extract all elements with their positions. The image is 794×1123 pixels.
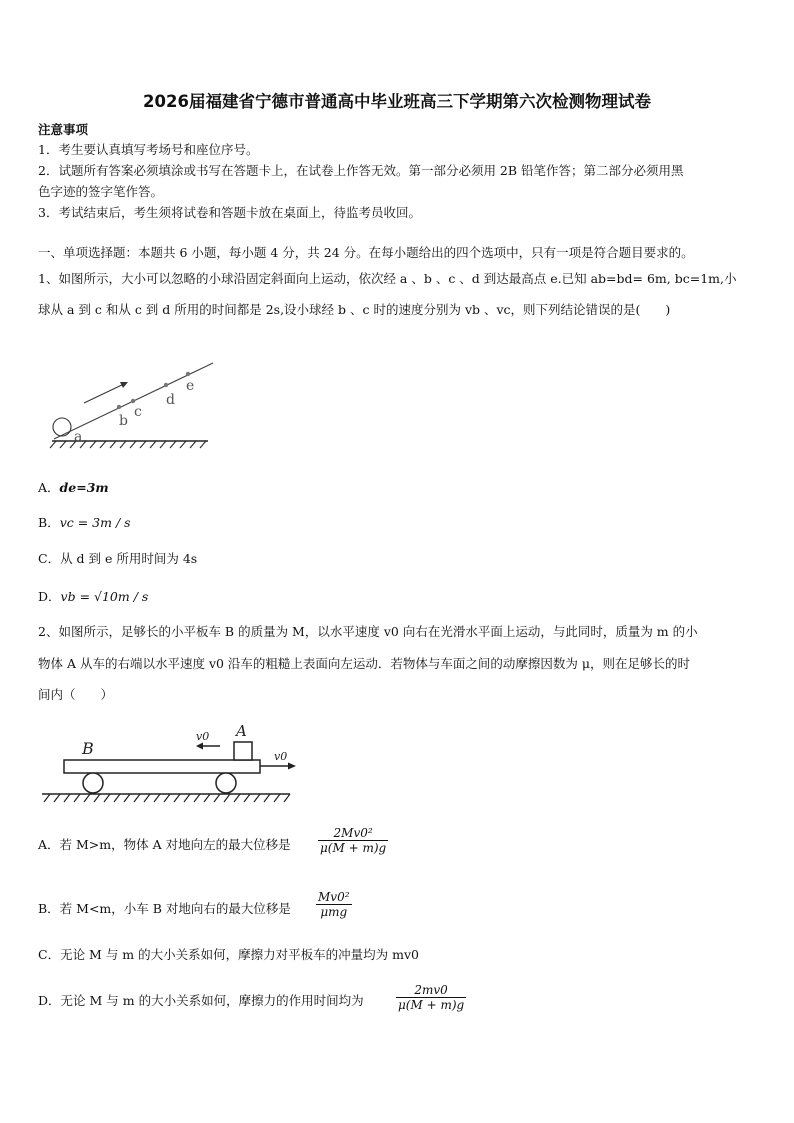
q1-stem: 球从 a 到 c 和从 c 到 d 所用的时间都是 2s,设小球经 b 、c 时的速度分别为 vb 、vc，则下列结论错误的是( ) <box>38 302 671 317</box>
q1-option-d[interactable]: D．vb = √10m / s <box>38 589 149 604</box>
q2-label-v-left: v0 <box>196 730 210 743</box>
q2-label-v-right: v0 <box>274 750 288 763</box>
q2-stem: 间内（ ） <box>38 687 114 702</box>
q1-label-a: a <box>74 429 83 445</box>
q2-stem: 2、如图所示，足够长的小平板车 B 的质量为 M，以水平速度 v0 向右在光滑水平面上运动，与此同时，质量为 m 的小 <box>38 624 698 639</box>
q2-option-d-formula: $\frac{2mv0}{\mu(M + m)g}$ <box>398 983 465 1012</box>
q2-label-cart-b: B <box>82 739 94 758</box>
q2-stem: 物体 A 从车的右端以水平速度 v0 沿车的粗糙上表面向左运动．若物体与车面之间的动摩擦因数为 μ，则在足够长的时 <box>38 656 691 671</box>
q1-stem: 1、如图所示，大小可以忽略的小球沿固定斜面向上运动，依次经 a 、b 、c 、d 到达最高点 e.已知 ab=bd= 6m, bc=1m,小 <box>38 271 737 286</box>
q2-option-b-formula: Mv0² μmg <box>318 890 350 919</box>
notice-item: 色字迹的签字笔作答。 <box>38 184 164 199</box>
q1-label-e: e <box>186 378 195 394</box>
q1-label-c: c <box>134 404 142 420</box>
q2-option-a-formula: $\frac{\text{2Mv0²}}{\mu(M + m)g}$ <box>320 826 387 855</box>
q1-option-a[interactable]: A．de=3m <box>38 480 109 495</box>
notice-item: 1．考生要认真填写考场号和座位序号。 <box>38 142 259 157</box>
section-heading: 一、单项选择题：本题共 6 小题，每小题 4 分，共 24 分。在每小题给出的四个选项中，只有一项是符合题目要求的。 <box>38 245 694 260</box>
page-title: 2026届福建省宁德市普通高中毕业班高三下学期第六次检测物理试卷 <box>143 92 651 111</box>
notice-heading: 注意事项 <box>38 122 89 137</box>
q2-option-d[interactable]: D．无论 M 与 m 的大小关系如何，摩擦力的作用时间均为 <box>38 993 364 1008</box>
q2-option-b[interactable]: B．若 M<m，小车 B 对地向右的最大位移是 <box>38 901 291 916</box>
notice-item: 3．考试结束后，考生须将试卷和答题卡放在桌面上，待监考员收回。 <box>38 205 421 220</box>
q1-label-d: d <box>166 392 175 408</box>
q2-option-a[interactable]: A．若 M>m，物体 A 对地向左的最大位移是 <box>38 837 291 852</box>
q1-label-b: b <box>119 413 128 429</box>
q1-option-c[interactable]: C．从 d 到 e 所用时间为 4s <box>38 551 198 566</box>
q2-option-c[interactable]: C．无论 M 与 m 的大小关系如何，摩擦力对平板车的冲量均为 mv0 <box>38 947 419 962</box>
q2-cart-figure <box>40 722 310 807</box>
q1-option-b[interactable]: B．vc = 3m / s <box>38 515 131 530</box>
q2-label-block-a: A <box>236 722 247 740</box>
notice-item: 2．试题所有答案必须填涂或书写在答题卡上，在试卷上作答无效。第一部分必须用 2B 铅笔作答；第二部分必须用黑 <box>38 163 684 178</box>
q1-incline-figure <box>48 355 228 450</box>
